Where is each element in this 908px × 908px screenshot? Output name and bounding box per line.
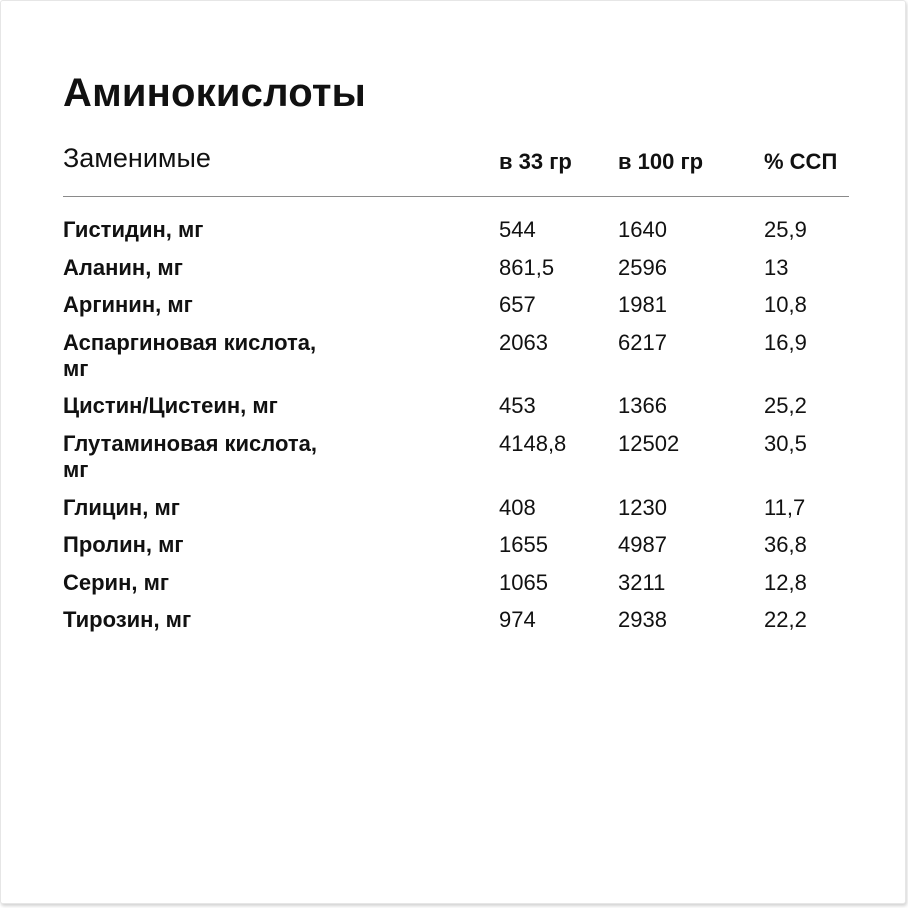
row-value-100g: 12502 xyxy=(618,430,680,456)
row-value-33g: 974 xyxy=(499,607,536,633)
table-row xyxy=(63,255,849,281)
row-value-percent: 30,5 xyxy=(764,430,807,456)
column-header-100g: в 100 гр xyxy=(618,149,704,174)
row-name: Глицин, мг xyxy=(63,494,180,520)
row-value-percent: 36,8 xyxy=(764,532,807,558)
row-name: Серин, мг xyxy=(63,569,170,595)
row-value-100g: 1366 xyxy=(618,393,667,419)
row-value-100g: 6217 xyxy=(618,329,667,355)
table-row xyxy=(63,431,849,483)
row-name: Аспаргиновая кислота, мг xyxy=(63,329,317,381)
table-row xyxy=(63,292,849,318)
row-name: Тирозин, мг xyxy=(63,607,192,633)
row-value-percent: 25,2 xyxy=(764,393,807,419)
table-row xyxy=(63,217,849,243)
row-value-100g: 1640 xyxy=(618,217,667,242)
row-value-33g: 544 xyxy=(499,217,536,242)
row-value-33g: 1065 xyxy=(499,569,548,595)
column-header-33g: в 33 гр xyxy=(499,149,572,174)
row-name: Гистидин, мг xyxy=(63,217,204,242)
column-header-percent: % ССП xyxy=(764,149,838,174)
table-row xyxy=(63,607,849,633)
row-value-33g: 2063 xyxy=(499,329,548,355)
row-value-100g: 2938 xyxy=(618,607,667,633)
row-name: Пролин, мг xyxy=(63,532,184,558)
row-value-100g: 1230 xyxy=(618,494,667,520)
row-value-33g: 4148,8 xyxy=(499,430,567,456)
row-value-100g: 1981 xyxy=(618,292,667,318)
row-value-33g: 657 xyxy=(499,292,536,318)
table-row xyxy=(63,570,849,596)
row-name: Цистин/Цистеин, мг xyxy=(63,393,278,419)
row-name: Аланин, мг xyxy=(63,254,183,280)
row-value-33g: 453 xyxy=(499,393,536,419)
table-row xyxy=(63,495,849,521)
row-name: Глутаминовая кислота, мг xyxy=(63,430,317,482)
row-value-33g: 1655 xyxy=(499,532,548,558)
row-name: Аргинин, мг xyxy=(63,292,193,318)
page-title: Аминокислоты xyxy=(63,71,366,115)
table-row xyxy=(63,330,849,382)
row-value-100g: 2596 xyxy=(618,254,667,280)
row-value-100g: 4987 xyxy=(618,532,667,558)
row-value-percent: 16,9 xyxy=(764,329,807,355)
header-divider xyxy=(63,196,849,197)
row-value-percent: 10,8 xyxy=(764,292,807,318)
table-row xyxy=(63,532,849,558)
row-value-percent: 11,7 xyxy=(764,494,806,520)
group-label: Заменимые xyxy=(63,143,211,173)
amino-acid-table xyxy=(63,217,849,645)
table-header xyxy=(63,143,849,183)
row-value-percent: 22,2 xyxy=(764,607,807,633)
row-value-percent: 13 xyxy=(764,254,789,280)
table-row xyxy=(63,393,849,419)
row-value-percent: 25,9 xyxy=(764,217,807,242)
row-value-33g: 408 xyxy=(499,494,536,520)
row-value-percent: 12,8 xyxy=(764,569,807,595)
row-value-33g: 861,5 xyxy=(499,254,555,280)
row-value-100g: 3211 xyxy=(618,569,666,595)
